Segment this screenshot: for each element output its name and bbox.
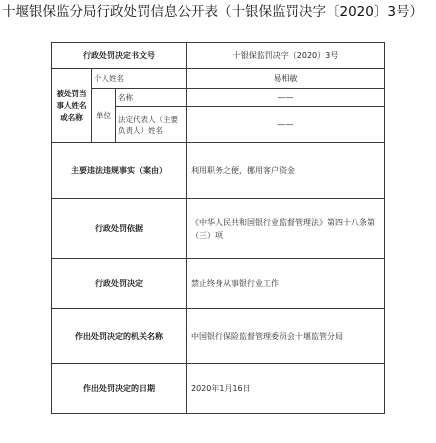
table-row: [52, 43, 385, 69]
authority-label: 作出处罚决定的机关名称: [52, 309, 187, 364]
violation-facts-label: 主要违法违规事实（案由）: [52, 143, 187, 199]
violation-facts-value: 利用职务之便，挪用客户资金: [187, 143, 385, 199]
table-row: [52, 199, 385, 259]
decision-date-value: 2020年1月16日: [187, 364, 385, 414]
authority-value: 中国银行保险监督管理委员会十堰监管分局: [187, 309, 385, 364]
penalty-basis-value: 《中华人民共和国银行业监督管理法》第四十八条第（三）项: [187, 199, 385, 259]
penalty-info-table: [51, 42, 385, 414]
doc-number-value: 十银保监罚决字（2020）3号: [187, 43, 385, 69]
entity-label: 单位: [92, 89, 116, 143]
table-row: [52, 259, 385, 309]
table-row: [52, 309, 385, 364]
entity-name-label: 名称: [116, 89, 187, 107]
decision-date-label: 作出处罚决定的日期: [52, 364, 187, 414]
individual-name-label: 个人姓名: [92, 69, 187, 89]
individual-name-value: 易相敏: [187, 69, 385, 89]
penalty-basis-label: 行政处罚依据: [52, 199, 187, 259]
table-row: [52, 69, 385, 89]
page-title: 十堰银保监分局行政处罚信息公开表（十银保监罚决字〔2020〕3号）: [2, 4, 423, 20]
table-row: [52, 143, 385, 199]
penalty-decision-value: 禁止终身从事银行业工作: [187, 259, 385, 309]
legal-rep-label: 法定代表人（主要负责人）姓名: [116, 107, 187, 143]
penalty-decision-label: 行政处罚决定: [52, 259, 187, 309]
legal-rep-value: ——: [187, 107, 385, 143]
table-row: [52, 364, 385, 414]
entity-name-value: ——: [187, 89, 385, 107]
doc-number-label: 行政处罚决定书文号: [52, 43, 187, 69]
party-label: 被处罚当事人姓名或名称: [52, 69, 92, 143]
table-row: [52, 89, 385, 107]
